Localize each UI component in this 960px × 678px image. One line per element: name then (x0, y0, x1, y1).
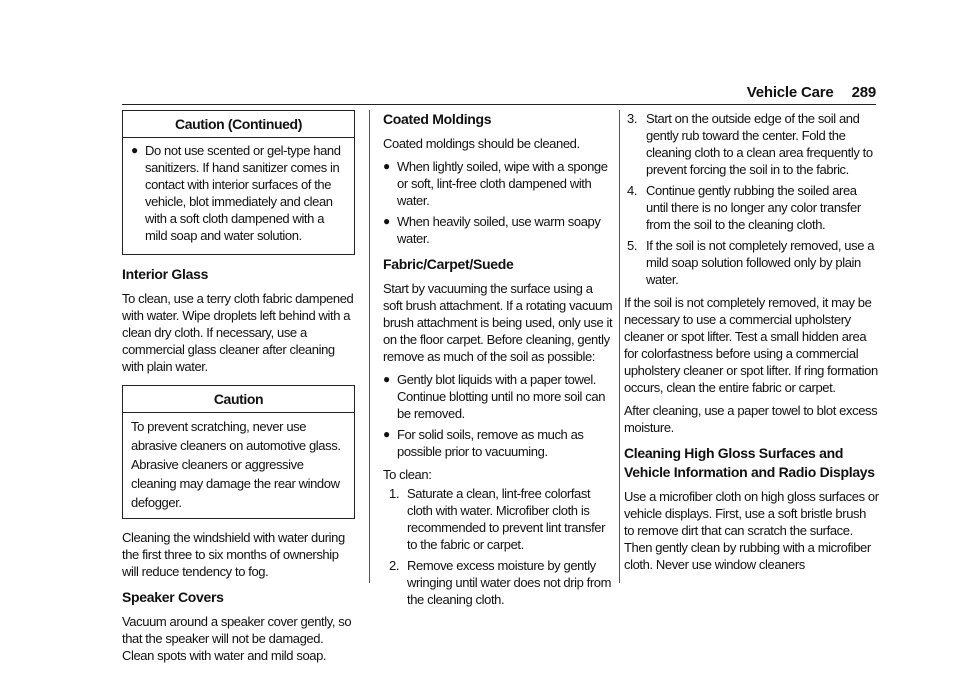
caution-title: Caution (123, 386, 354, 413)
heading-fabric-carpet-suede: Fabric/Carpet/Suede (383, 256, 514, 272)
caution-continued-body (123, 138, 354, 254)
step-item: 5. If the soil is not completely removed, use a mild soap solution followed only by plain water. (627, 238, 875, 287)
header-rule (122, 104, 876, 105)
list-item: ● For solid soils, remove as much as possible prior to vacuuming. (383, 427, 584, 459)
column-3 (624, 110, 879, 579)
bullet-icon: ● (383, 372, 390, 386)
list-item: ● When heavily soiled, use warm soapy water. (383, 214, 601, 246)
blot-paragraph: After cleaning, use a paper towel to blot excess moisture. (624, 403, 878, 435)
running-header (600, 84, 876, 101)
heading-speaker-covers: Speaker Covers (122, 589, 224, 605)
column-divider-2 (619, 110, 620, 583)
list-item: ● Gently blot liquids with a paper towel. Continue blotting until no more soil can be removed. (383, 372, 606, 421)
upholstery-paragraph: If the soil is not completely removed, it may be necessary to use a commercial upholstery cleaner or spot lifter. Test a small hidden area for colorfastness before using a commercial upholstery cleaner or spot lifter. If ring formation occurs, clean the entire fabric or carpet. (624, 295, 878, 395)
list-item: ● When lightly soiled, wipe with a sponge or soft, lint-free cloth dampened with water. (383, 159, 608, 208)
heading-coated-moldings: Coated Moldings (383, 111, 492, 127)
list-item: ● Do not use scented or gel-type hand sanitizers. If hand sanitizer comes in contact with interior surfaces of the vehicle, blot immediately and clean with a soft cloth dampened with a mild soap and water solution. (131, 143, 341, 243)
caution-box (122, 385, 355, 519)
bullet-icon: ● (383, 159, 390, 173)
step-item: 1. Saturate a clean, lint-free colorfast cloth with water. Microfiber cloth is recommended to prevent lint transfer to the fabric or carpet. (389, 486, 606, 552)
step-item: 4. Continue gently rubbing the soiled area until there is no longer any color transfer from the soil to the cleaning cloth. (627, 183, 861, 232)
speaker-covers-text: Vacuum around a speaker cover gently, so that the speaker will not be damaged. Clean spots with water and mild soap. (122, 614, 352, 663)
column-2 (383, 110, 613, 614)
windshield-text: Cleaning the windshield with water during the first three to six months of ownership will reduce tendency to fog. (122, 530, 345, 579)
coated-intro: Coated moldings should be cleaned. (383, 136, 580, 151)
heading-high-gloss: Cleaning High Gloss Surfaces and Vehicle Information and Radio Displays (624, 445, 875, 480)
section-title: Vehicle Care (746, 84, 834, 101)
caution-text: To prevent scratching, never use abrasive cleaners on automotive glass. Abrasive cleaners or aggressive cleaning may damage the rear window defogger. (131, 419, 341, 510)
column-1 (122, 110, 355, 670)
caution-continued-title: Caution (Continued) (123, 111, 354, 138)
bullet-icon: ● (131, 143, 138, 157)
to-clean-label: To clean: (383, 467, 432, 482)
column-divider-1 (369, 110, 370, 583)
page-number: 289 (851, 84, 876, 101)
step-item: 3. Start on the outside edge of the soil and gently rub toward the center. Fold the cleaning cloth to a clean area frequently to prevent forcing the soil in to the fabric. (627, 111, 873, 177)
caution-body (123, 413, 354, 518)
bullet-icon: ● (383, 214, 390, 228)
interior-glass-text: To clean, use a terry cloth fabric dampened with water. Wipe droplets left behind with a clean dry cloth. If necessary, use a commercial glass cleaner after cleaning with plain water. (122, 291, 354, 374)
step-item: 2. Remove excess moisture by gently wringing until water does not drip from the cleaning cloth. (389, 558, 612, 607)
fabric-intro: Start by vacuuming the surface using a soft brush attachment. If a rotating vacuum brush attachment is being used, only use it on the floor carpet. Before cleaning, gently remove as much of the soil as possible: (383, 281, 613, 364)
heading-interior-glass: Interior Glass (122, 266, 209, 282)
high-gloss-text: Use a microfiber cloth on high gloss surfaces or vehicle displays. First, use a soft bristle brush to remove dirt that can scratch the surface. Then gently clean by rubbing with a microfiber cloth. Never use window cleaners (624, 489, 879, 572)
bullet-icon: ● (383, 427, 390, 441)
caution-continued-box (122, 110, 355, 255)
